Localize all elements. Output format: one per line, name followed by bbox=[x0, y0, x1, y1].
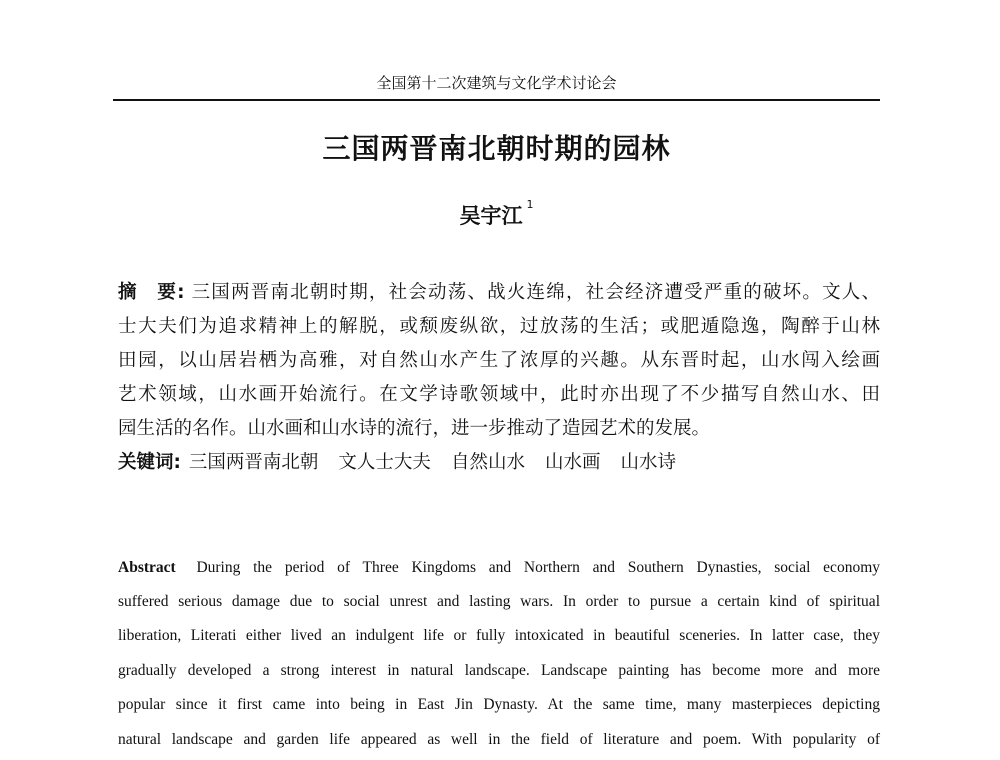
abstract-zh-line: 园生活的名作。山水画和山水诗的流行，进一步推动了造园艺术的发展。 bbox=[118, 418, 711, 439]
abstract-en-line: gradually developed a strong interest in natural landscape. Landscape painting has become more and more bbox=[118, 662, 880, 679]
abstract-en-line: natural landscape and garden life appeared as well in the field of literature and poem. With popularity of bbox=[118, 731, 880, 748]
author-name: 吴宇江 bbox=[459, 204, 523, 228]
paper-title: 三国两晋南北朝时期的园林 bbox=[322, 132, 671, 165]
keyword: 三国两晋南北朝 bbox=[188, 452, 319, 473]
abstract-zh-line: 艺术领域，山水画开始流行。在文学诗歌领域中，此时亦出现了不少描写自然山水、田 bbox=[118, 384, 880, 405]
abstract-zh-label: 摘 要: bbox=[118, 282, 185, 303]
abstract-zh-line bbox=[118, 283, 880, 303]
abstract-zh-line: 田园，以山居岩栖为高雅，对自然山水产生了浓厚的兴趣。从东晋时起，山水闯入绘画 bbox=[118, 350, 880, 371]
keyword: 山水诗 bbox=[620, 452, 676, 473]
keywords bbox=[118, 453, 880, 473]
author bbox=[113, 200, 880, 230]
abstract-en-text: During the period of Three Kingdoms and Northern and Southern Dynasties, social economy bbox=[196, 559, 880, 576]
abstract-zh-text: 三国两晋南北朝时期，社会动荡、战火连绵，社会经济遭受严重的破坏。文人、 bbox=[191, 282, 880, 303]
header-rule bbox=[113, 99, 880, 101]
author-footnote-mark: 1 bbox=[526, 198, 534, 211]
keywords-label: 关键词: bbox=[118, 452, 181, 473]
abstract-en-line bbox=[118, 558, 880, 578]
abstract-en-label: Abstract bbox=[118, 559, 176, 576]
abstract-en-line: popular since it first came into being in East Jin Dynasty. At the same time, many masterpieces depicting bbox=[118, 696, 880, 713]
keyword: 自然山水 bbox=[450, 452, 525, 473]
running-header: 全国第十二次建筑与文化学术讨论会 bbox=[376, 74, 617, 92]
abstract-zh-line: 士大夫们为追求精神上的解脱，或颓废纵欲，过放荡的生活；或肥遁隐逸，陶醉于山林 bbox=[118, 316, 880, 337]
keyword: 文人士大夫 bbox=[338, 452, 431, 473]
abstract-en-line: liberation, Literati either lived an indulgent life or fully intoxicated in beautiful sceneries. In latter case, they bbox=[118, 627, 880, 644]
abstract-en-line: suffered serious damage due to social unrest and lasting wars. In order to pursue a certain kind of spiritual bbox=[118, 593, 880, 610]
keyword: 山水画 bbox=[544, 452, 601, 473]
